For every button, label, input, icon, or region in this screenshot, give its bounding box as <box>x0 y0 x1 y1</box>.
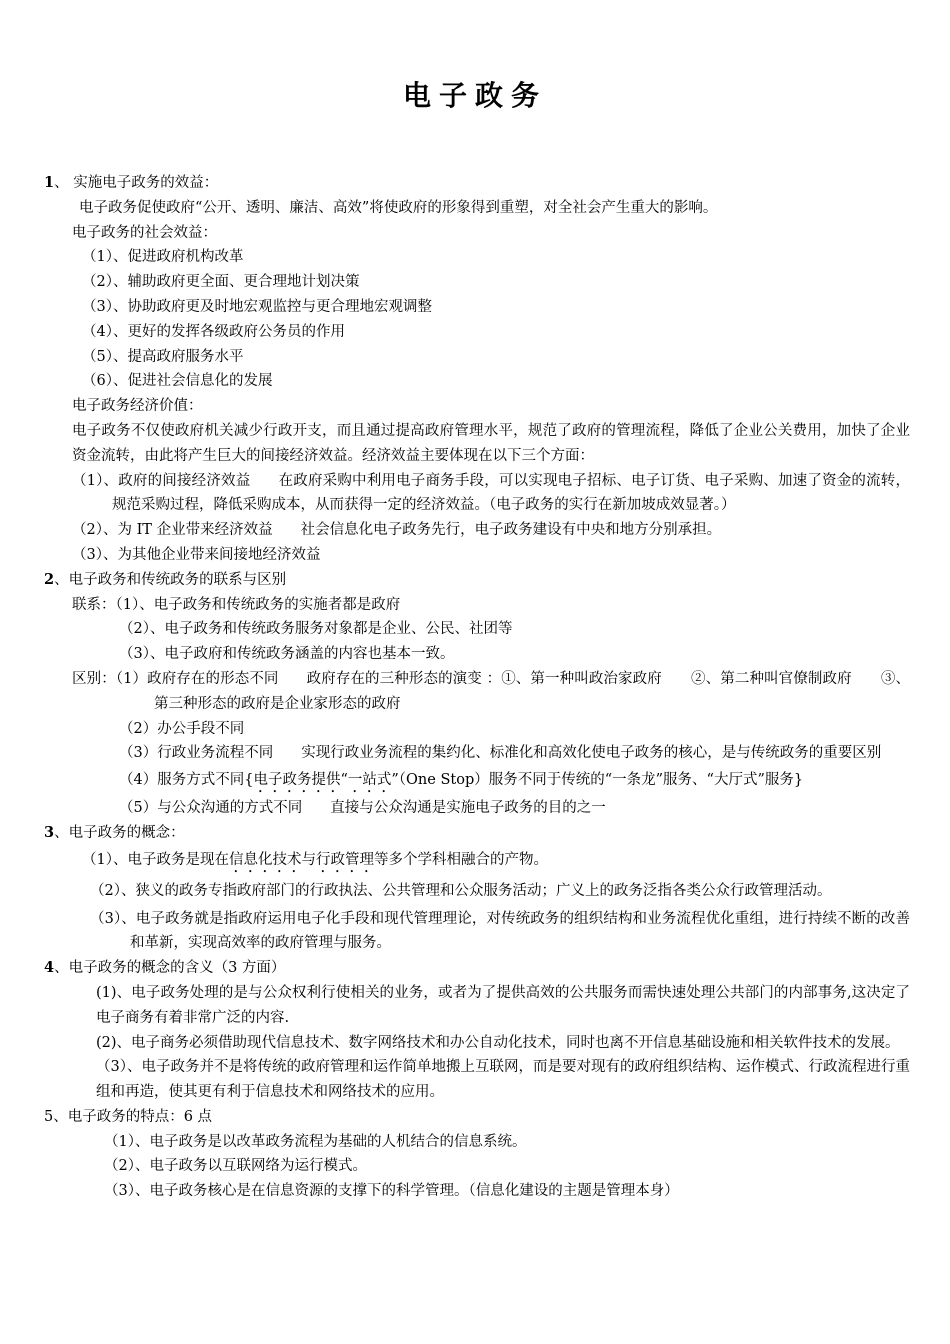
section-1-heading <box>44 171 910 196</box>
difference-item-3-body: 实现行政业务流程的集约化、标准化和高效化使电子政务的核心，是与传统政务的重要区别 <box>301 745 882 762</box>
difference-item-2: （2）办公手段不同 <box>119 720 245 737</box>
difference-item-3-head: （3）行政业务流程不同 <box>119 745 274 762</box>
economic-benefit-item-1 <box>44 469 910 519</box>
section-3-number: 3 <box>44 823 55 841</box>
feature-item-1: （1）、电子政务是以改革政务流程为基础的人机结合的信息系统。 <box>104 1133 527 1150</box>
concept-item-2: （2）、狭义的政务专指政府部门的行政执法、公共管理和公众服务活动；广义上的政务泛指各类公众行政管理活动。 <box>90 882 832 899</box>
concept-item-1-c: 等多个学科相融合的产物。 <box>373 851 548 868</box>
section-2-number: 2 <box>44 570 55 588</box>
concept-item-1-a: （1）、电子政务是现在 <box>82 851 229 868</box>
difference-item-4-head: （4）服务方式不同{ <box>119 772 254 789</box>
section-1-number: 1 <box>44 174 55 191</box>
social-benefit-item-6: （6）、促进社会信息化的发展 <box>82 373 273 390</box>
concept-item-1-emphasis-1: 信息化技术 <box>228 851 302 868</box>
section-4-heading-text: 、电子政务的概念的含义（3 方面） <box>54 960 286 977</box>
difference-item-5 <box>44 796 910 821</box>
section-3-heading <box>44 821 910 846</box>
section-5-heading: 5、电子政务的特点：6 点 <box>44 1108 213 1125</box>
social-benefit-item-2: （2）、辅助政府更全面、更合理地计划决策 <box>82 274 360 291</box>
difference-item-1 <box>44 667 910 717</box>
difference-item-4-emphasis: 电子政务提供“一站式 <box>253 772 392 789</box>
difference-item-4 <box>44 766 910 796</box>
social-benefit-item-3: （3）、协助政府更及时地宏观监控与更合理地宏观调整 <box>82 298 432 315</box>
meaning-item-2: (2)、电子商务必须借助现代信息技术、数字网络技术和办公自动化技术，同时也离不开信息基础设施和相关软件技术的发展。 <box>96 1034 900 1051</box>
relation-label: 联系： <box>72 596 116 613</box>
section-3-heading-text: 、电子政务的概念： <box>54 824 185 841</box>
section-4-heading <box>44 956 910 981</box>
difference-item-4-tail: ”（One Stop）服务不同于传统的“一条龙”服务、“大厅式”服务} <box>391 772 804 789</box>
concept-item-1-b: 与 <box>301 851 316 868</box>
section-4-number: 4 <box>44 959 55 977</box>
relation-item-2: （2）、电子政务和传统政务服务对象都是企业、公民、社团等 <box>119 621 513 638</box>
social-benefit-item-4: （4）、更好的发挥各级政府公务员的作用 <box>82 323 345 340</box>
section-1-intro: 电子政务促使政府“公开、透明、廉洁、高效”将使政府的形象得到重塑，对全社会产生重大的影响。 <box>79 199 718 216</box>
section-1-heading-text: 、 实施电子政务的效益： <box>54 175 219 191</box>
economic-benefit-item-3: （3）、为其他企业带来间接地经济效益 <box>72 546 321 563</box>
difference-item-1-head: （1）政府存在的形态不同 <box>115 670 279 687</box>
feature-item-2: （2）、电子政务以互联网络为运行模式。 <box>104 1158 367 1175</box>
concept-item-3: （3）、电子政务就是指政府运用电子化手段和现代管理理论，对传统政务的组织结构和业务流程优化重组，进行持续不断的改善和革新，实现高效率的政府管理与服务。 <box>90 910 910 952</box>
meaning-item-1: (1)、电子政务处理的是与公众权利行使相关的业务，或者为了提供高效的公共服务而需快速处理公共部门的内部事务,这决定了电子商务有着非常广泛的内容. <box>96 984 910 1026</box>
economic-benefit-item-2 <box>44 518 910 543</box>
economic-benefit-item-2-body: 社会信息化电子政务先行，电子政务建设有中央和地方分别承担。 <box>300 522 722 539</box>
social-benefit-label: 电子政务的社会效益： <box>72 224 217 241</box>
section-2-heading-text: 、电子政务和传统政务的联系与区别 <box>54 571 287 588</box>
meaning-item-3: （3）、电子政务并不是将传统的政府管理和运作简单地搬上互联网，而是要对现有的政府组织结构、运作模式、行政流程进行重组和再造，使其更有利于信息技术和网络技术的应用。 <box>96 1059 910 1101</box>
economic-value-label: 电子政务经济价值： <box>72 398 203 415</box>
difference-item-1-body: 政府存在的三种形态的演变 ：①、第一种叫政治家政府 ②、第二种叫官僚制政府 ③、第三种形态的政府是企业家形态的政府 <box>154 670 910 712</box>
social-benefit-item-5: （5）、提高政府服务水平 <box>82 348 244 365</box>
relation-item-3: （3）、电子政府和传统政务涵盖的内容也基本一致。 <box>119 646 455 663</box>
difference-label: 区别： <box>72 670 116 687</box>
social-benefit-item-1: （1）、促进政府机构改革 <box>82 249 244 266</box>
relation-item-1 <box>44 593 910 618</box>
concept-item-1 <box>44 846 910 876</box>
economic-benefit-item-1-head: （1）、政府的间接经济效益 <box>72 472 251 489</box>
feature-item-3: （3）、电子政务核心是在信息资源的支撑下的科学管理。（信息化建设的主题是管理本身） <box>104 1183 679 1200</box>
difference-item-3 <box>44 741 910 766</box>
document-title: 电子政务 <box>402 79 547 112</box>
document-body <box>44 171 910 1204</box>
economic-benefit-item-1-body: 在政府采购中利用电子商务手段，可以实现电子招标、电子订货、电子采购、加速了资金的流转，规范采购过程，降低采购成本，从而获得一定的经济效益。（电子政务的实行在新加坡成效显著。） <box>112 472 910 514</box>
difference-item-5-body: 直接与公众沟通是实施电子政务的目的之一 <box>330 800 606 817</box>
economic-value-paragraph: 电子政务不仅使政府机关减少行政开支，而且通过提高政府管理水平，规范了政府的管理流程，降低了企业公关费用，加快了企业资金流转，由此将产生巨大的间接经济效益。经济效益主要体现在以下三个方面： <box>72 422 910 464</box>
section-2-heading <box>44 568 910 593</box>
relation-item-1-text: （1）、电子政务和传统政务的实施者都是政府 <box>115 596 401 613</box>
concept-item-1-emphasis-2: 行政管理 <box>315 851 374 868</box>
difference-item-5-head: （5）与公众沟通的方式不同 <box>119 800 303 817</box>
economic-benefit-item-2-head: （2）、为 IT 企业带来经济效益 <box>72 522 273 539</box>
